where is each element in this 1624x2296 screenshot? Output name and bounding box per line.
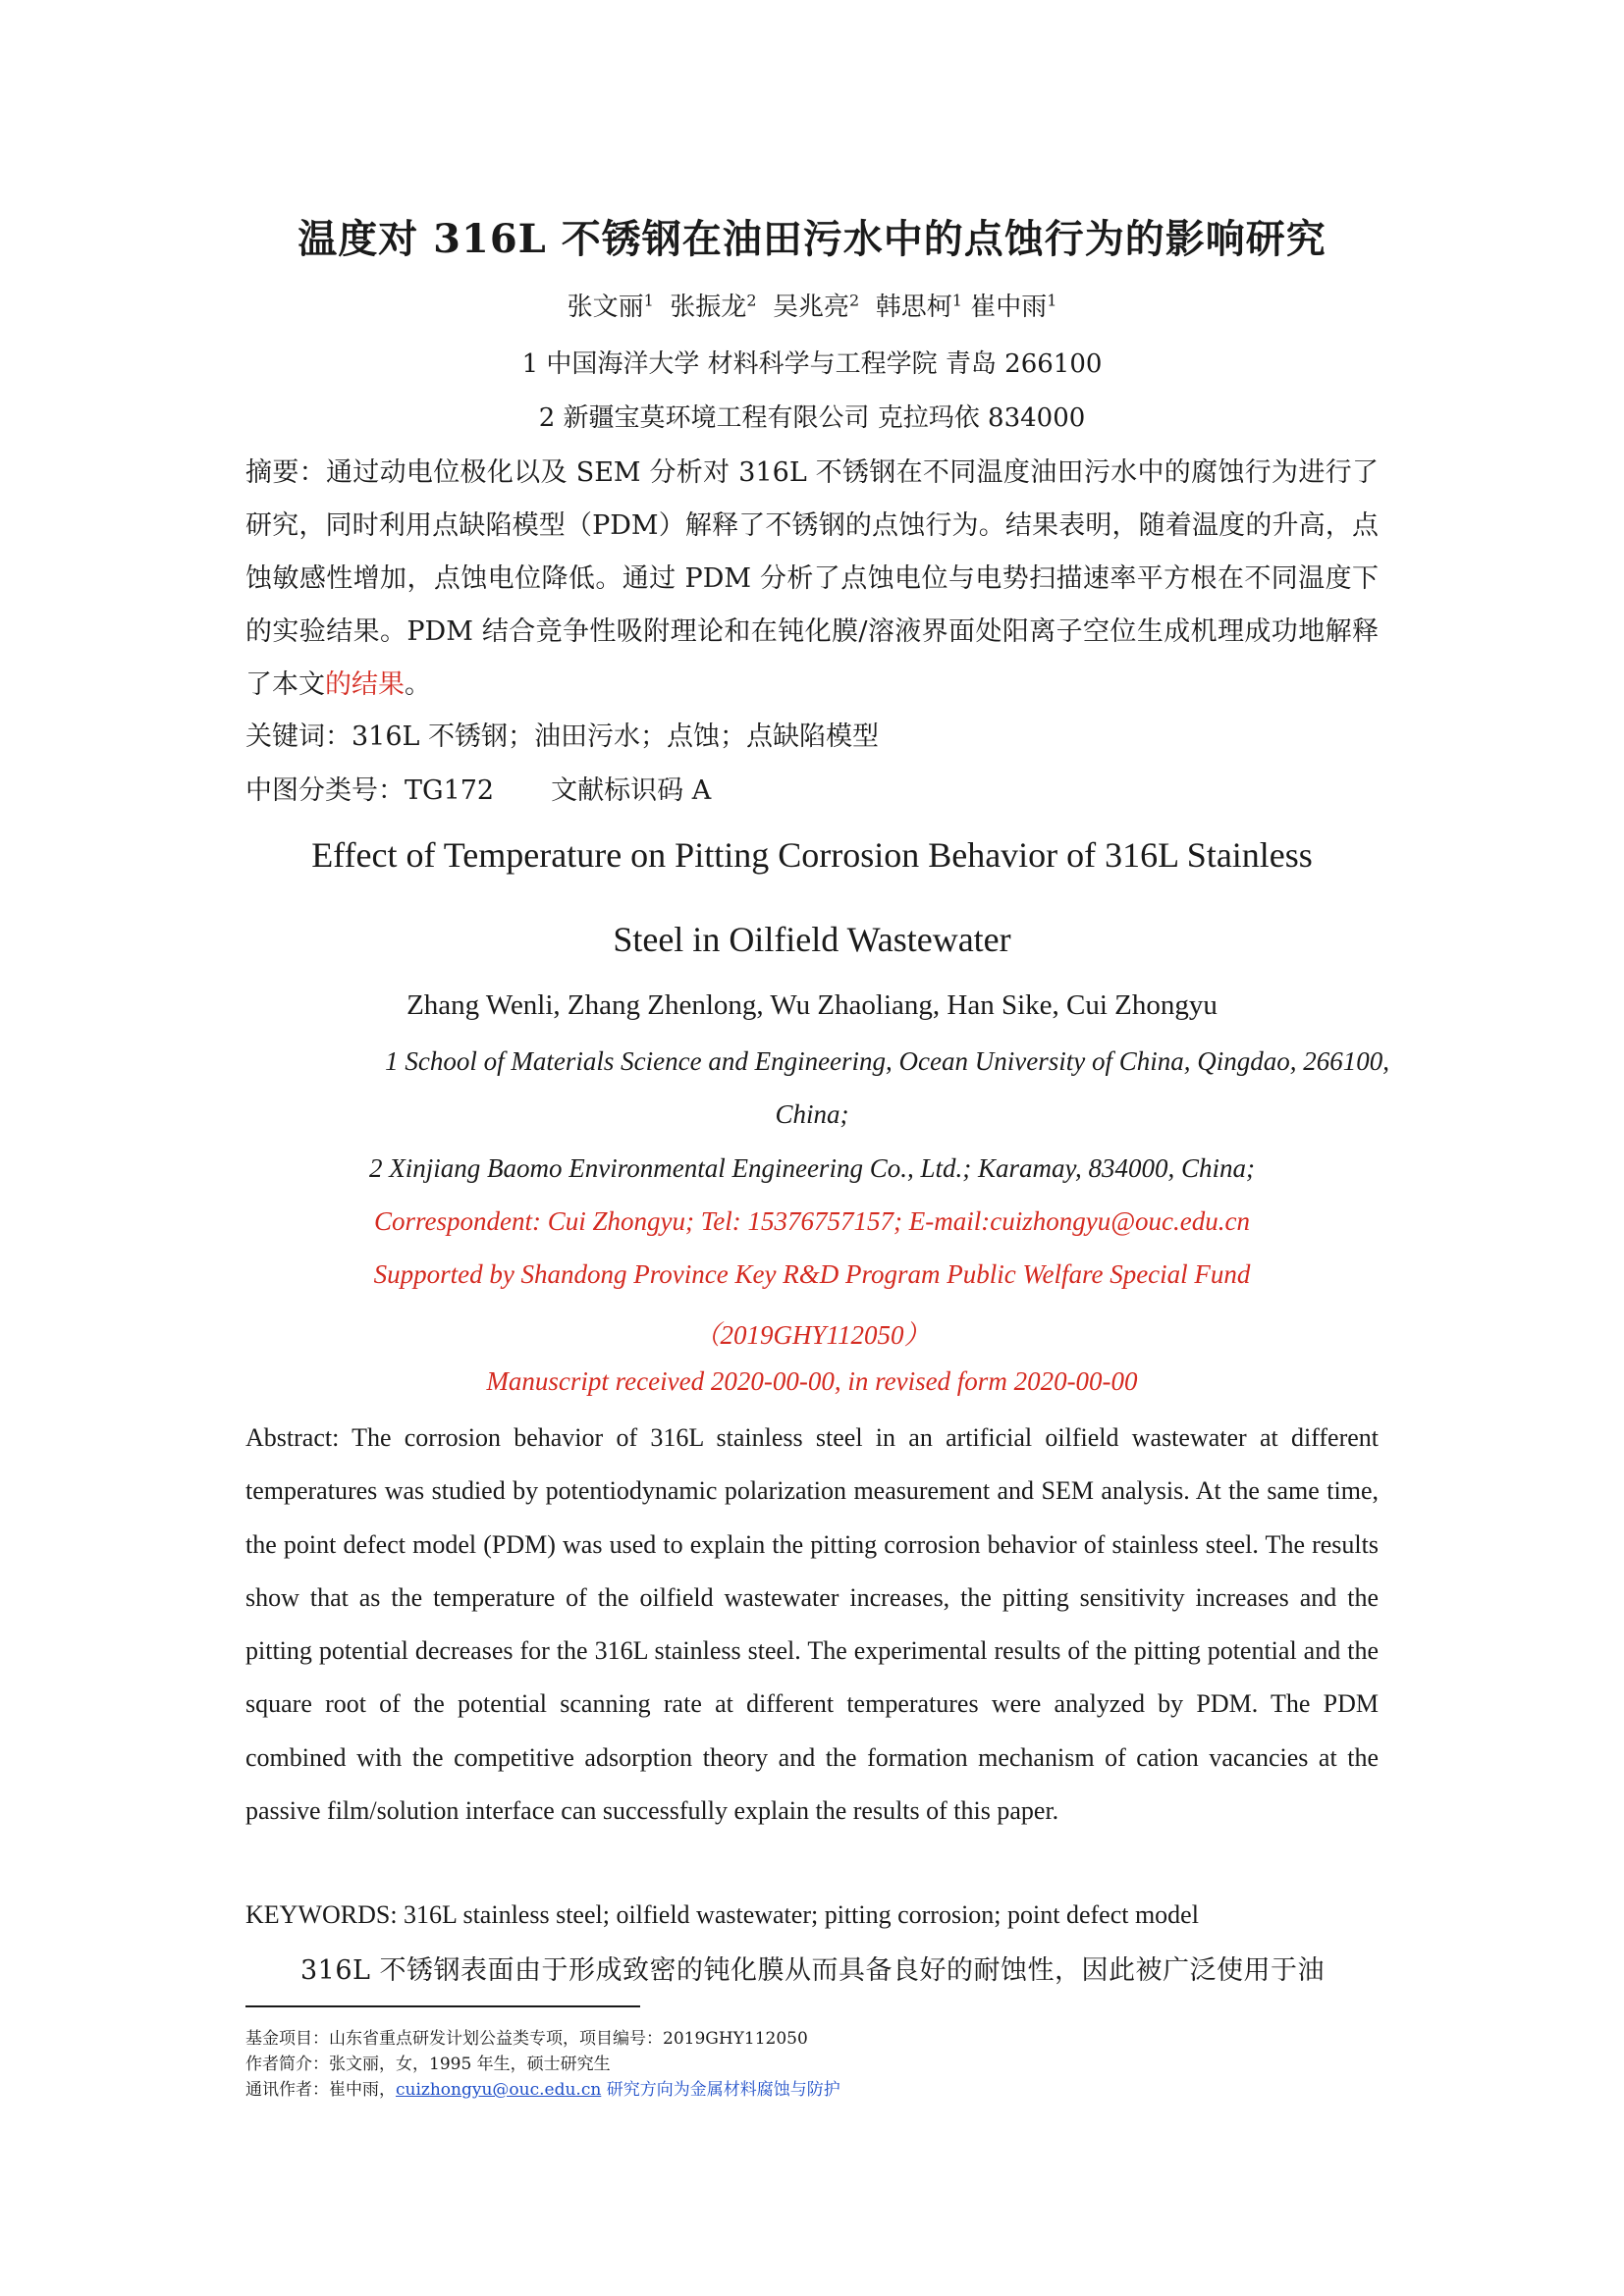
- author-zh: 韩思柯: [875, 293, 952, 322]
- affiliation-zh-1: 1 中国海洋大学 材料科学与工程学院 青岛 266100: [521, 349, 1103, 379]
- title-zh: 温度对 316L 不锈钢在油田污水中的点蚀行为的影响研究: [298, 216, 1326, 262]
- title-en-line-2: Steel in Oilfield Wastewater: [613, 920, 1011, 959]
- author-zh: 张振龙: [670, 293, 747, 322]
- author-zh: 张文丽: [567, 293, 644, 322]
- affiliation-zh-2: 2 新疆宝莫环境工程有限公司 克拉玛依 834000: [538, 403, 1086, 433]
- title-en-line-1: Effect of Temperature on Pitting Corrosion Behavior of 316L Stainless: [311, 835, 1313, 875]
- classification-line: [245, 769, 711, 807]
- author-zh: 吴兆亮: [773, 293, 850, 322]
- keywords-en: KEYWORDS: 316L stainless steel; oilfield wastewater; pitting corrosion; point defect model: [245, 1900, 1199, 1929]
- footnote-contact: [245, 2075, 840, 2100]
- abstract-zh-highlight: 的结果: [325, 669, 405, 700]
- footnote-fund: 基金项目：山东省重点研发计划公益类专项，项目编号：2019GHY112050: [245, 2029, 808, 2049]
- manuscript-dates: Manuscript received 2020-00-00, in revised form 2020-00-00: [486, 1366, 1138, 1396]
- abstract-zh-end: 。: [405, 669, 431, 700]
- intro-paragraph: 316L 不锈钢表面由于形成致密的钝化膜从而具备良好的耐蚀性，因此被广泛使用于油: [300, 1955, 1326, 1986]
- authors-en: Zhang Wenli, Zhang Zhenlong, Wu Zhaoliang, Han Sike, Cui Zhongyu: [406, 989, 1218, 1021]
- author-affiliation-mark: 1: [951, 291, 962, 310]
- footnote-research: 研究方向为金属材料腐蚀与防护: [601, 2080, 840, 2100]
- abstract-zh-text: 摘要：通过动电位极化以及 SEM 分析对 316L 不锈钢在不同温度油田污水中的腐蚀行为进行了研究，同时利用点缺陷模型（PDM）解释了不锈钢的点蚀行为。结果表明，随着温度的升高，点蚀敏感性增加，点蚀电位降低。通过 PDM 分析了点蚀电位与电势扫描速率平方根在不同温度下的实验结果。PDM 结合竞争性吸附理论和在钝化膜/溶液界面处阳离子空位生成机理成功地解释了本文: [245, 457, 1379, 700]
- clc-number: 中图分类号：TG172: [245, 775, 495, 806]
- author-zh: 崔中雨: [970, 293, 1048, 322]
- footnote-author: 作者简介：张文丽，女，1995 年生，硕士研究生: [245, 2055, 611, 2074]
- author-affiliation-mark: 2: [849, 291, 860, 310]
- author-affiliation-mark: 1: [1047, 291, 1057, 310]
- support-fund: Supported by Shandong Province Key R&D Program Public Welfare Special Fund: [373, 1259, 1251, 1289]
- footnote-contact-prefix: 通讯作者：崔中雨，: [245, 2080, 396, 2100]
- affiliation-en-2: 2 Xinjiang Baomo Environmental Engineering Co., Ltd.; Karamay, 834000, China;: [369, 1153, 1255, 1183]
- footnote-divider: [245, 2005, 640, 2007]
- affiliation-en-1: 1 School of Materials Science and Engineering, Ocean University of China, Qingdao, 266100,: [385, 1046, 1389, 1076]
- abstract-en: Abstract: The corrosion behavior of 316L stainless steel in an artificial oilfield wastewater at different temperatures was studied by potentiodynamic polarization measurement and SEM analysis. At the same time, the point defect model (PDM) was used to explain the pitting corrosion behavior of stainless steel. The results show that as the temperature of the oilfield wastewater increases, the pitting sensitivity increases and the pitting potential decreases for the 316L stainless steel. The experimental results of the pitting potential and the square root of the potential scanning rate at different temperatures were analyzed by PDM. The PDM combined with the competitive adsorption theory and the formation mechanism of cation vacancies at the passive film/solution interface can successfully explain the results of this paper.: [245, 1423, 1379, 1826]
- document-code: 文献标识码 A: [551, 775, 712, 806]
- affiliation-en-1-cont: China;: [775, 1099, 849, 1129]
- authors-zh: [245, 287, 1379, 323]
- author-affiliation-mark: 1: [643, 291, 654, 310]
- author-affiliation-mark: 2: [746, 291, 757, 310]
- support-fund-number: （2019GHY112050）: [693, 1320, 931, 1350]
- correspondent: Correspondent: Cui Zhongyu; Tel: 15376757157; E-mail:cuizhongyu@ouc.edu.cn: [374, 1206, 1250, 1236]
- abstract-zh: [245, 447, 1379, 712]
- email-link[interactable]: cuizhongyu@ouc.edu.cn: [396, 2080, 602, 2100]
- keywords-zh: 关键词：316L 不锈钢；油田污水；点蚀；点缺陷模型: [245, 721, 880, 752]
